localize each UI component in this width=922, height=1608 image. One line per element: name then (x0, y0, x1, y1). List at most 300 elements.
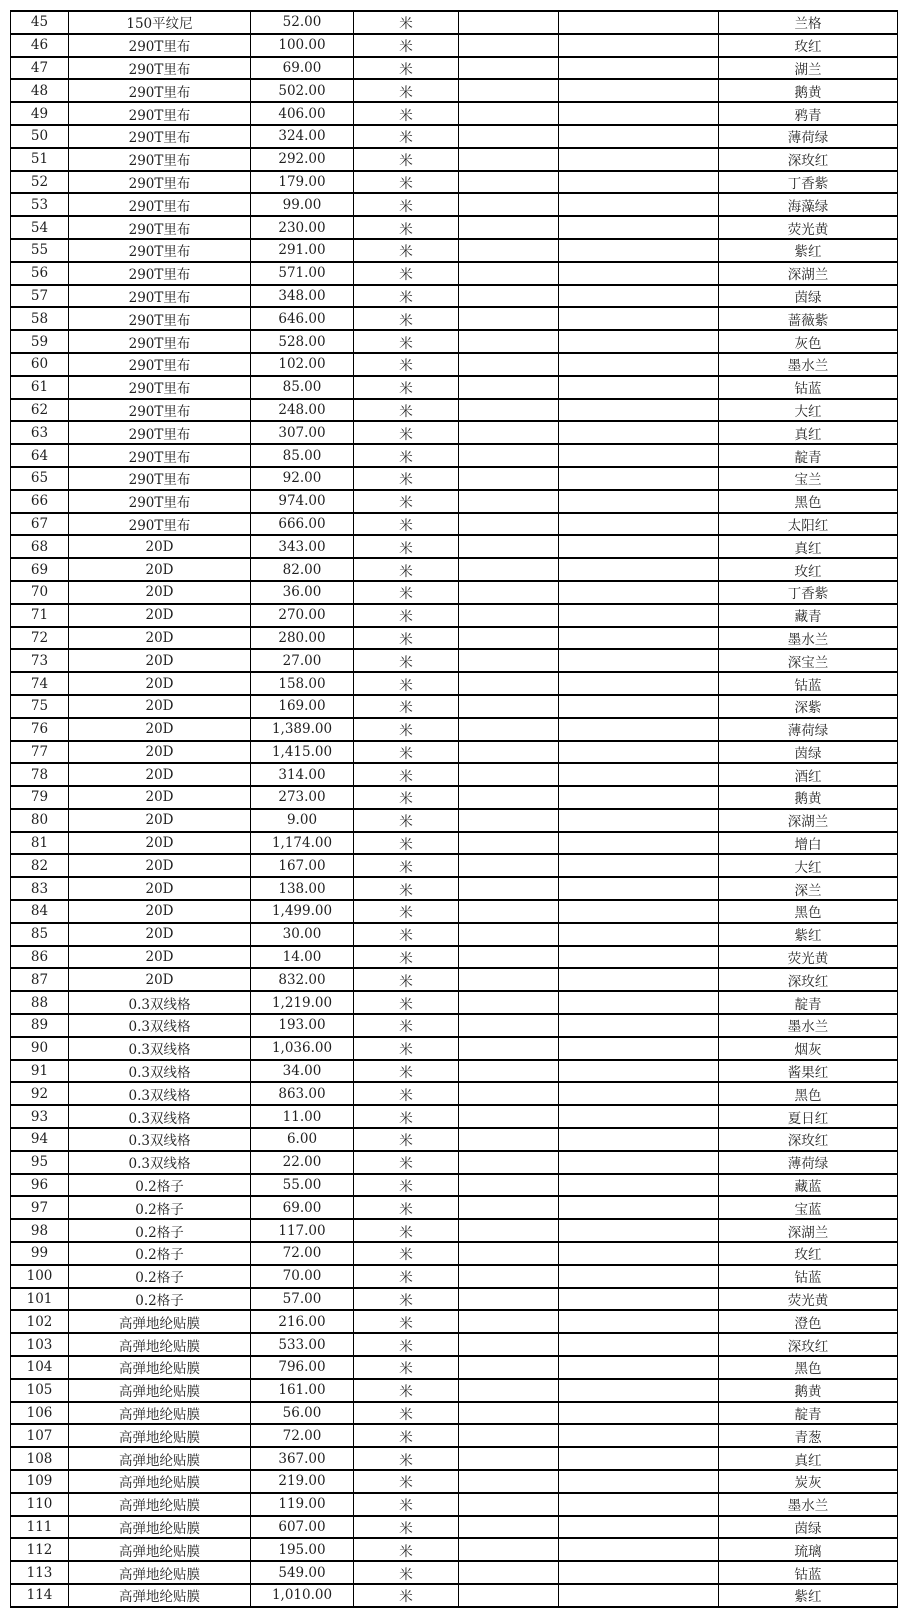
cell-name: 0.3双线格 (69, 1014, 251, 1037)
cell-name: 高弹地纶贴膜 (69, 1470, 251, 1493)
cell-color: 薄荷绿 (719, 718, 898, 741)
cell-index: 89 (11, 1014, 69, 1037)
cell-color: 靛青 (719, 1402, 898, 1425)
cell-name: 0.3双线格 (69, 1060, 251, 1083)
cell-blank1 (459, 695, 559, 718)
cell-blank2 (559, 1584, 719, 1607)
cell-blank2 (559, 558, 719, 581)
cell-unit: 米 (354, 832, 459, 855)
cell-blank2 (559, 581, 719, 604)
cell-unit: 米 (354, 490, 459, 513)
cell-color: 荧光黄 (719, 946, 898, 969)
cell-blank1 (459, 1424, 559, 1447)
cell-blank1 (459, 1538, 559, 1561)
cell-color: 琉璃 (719, 1538, 898, 1561)
cell-name: 20D (69, 923, 251, 946)
table-row (11, 330, 898, 353)
cell-color: 澄色 (719, 1310, 898, 1333)
cell-quantity: 11.00 (251, 1105, 354, 1128)
table-row (11, 1174, 898, 1197)
cell-blank1 (459, 353, 559, 376)
cell-name: 20D (69, 741, 251, 764)
cell-blank2 (559, 513, 719, 536)
cell-index: 75 (11, 695, 69, 718)
cell-unit: 米 (354, 672, 459, 695)
cell-unit: 米 (354, 991, 459, 1014)
cell-blank1 (459, 102, 559, 125)
table-row (11, 239, 898, 262)
cell-index: 77 (11, 741, 69, 764)
cell-blank2 (559, 216, 719, 239)
cell-blank1 (459, 1584, 559, 1607)
cell-color: 丁香紫 (719, 581, 898, 604)
cell-blank1 (459, 330, 559, 353)
inventory-table (10, 10, 898, 1608)
cell-quantity: 193.00 (251, 1014, 354, 1037)
cell-name: 290T里布 (69, 444, 251, 467)
cell-blank1 (459, 421, 559, 444)
cell-blank2 (559, 1151, 719, 1174)
cell-quantity: 307.00 (251, 421, 354, 444)
cell-index: 82 (11, 854, 69, 877)
table-row (11, 1014, 898, 1037)
cell-unit: 米 (354, 1105, 459, 1128)
cell-quantity: 72.00 (251, 1242, 354, 1265)
cell-index: 93 (11, 1105, 69, 1128)
cell-blank2 (559, 330, 719, 353)
cell-name: 0.3双线格 (69, 1037, 251, 1060)
table-row (11, 102, 898, 125)
cell-blank2 (559, 1493, 719, 1516)
cell-blank1 (459, 262, 559, 285)
cell-color: 荧光黄 (719, 1288, 898, 1311)
table-row (11, 1538, 898, 1561)
cell-unit: 米 (354, 1265, 459, 1288)
cell-blank1 (459, 968, 559, 991)
cell-quantity: 99.00 (251, 193, 354, 216)
cell-blank1 (459, 11, 559, 34)
cell-unit: 米 (354, 1014, 459, 1037)
cell-blank2 (559, 1196, 719, 1219)
cell-name: 高弹地纶贴膜 (69, 1379, 251, 1402)
cell-blank1 (459, 1493, 559, 1516)
cell-quantity: 1,036.00 (251, 1037, 354, 1060)
table-row (11, 34, 898, 57)
cell-quantity: 70.00 (251, 1265, 354, 1288)
table-row (11, 57, 898, 80)
cell-blank2 (559, 1219, 719, 1242)
cell-quantity: 273.00 (251, 786, 354, 809)
cell-name: 0.3双线格 (69, 1105, 251, 1128)
cell-blank2 (559, 877, 719, 900)
cell-blank2 (559, 1082, 719, 1105)
cell-color: 钴蓝 (719, 376, 898, 399)
cell-blank1 (459, 877, 559, 900)
cell-quantity: 863.00 (251, 1082, 354, 1105)
cell-name: 高弹地纶贴膜 (69, 1424, 251, 1447)
cell-name: 高弹地纶贴膜 (69, 1333, 251, 1356)
cell-name: 0.2格子 (69, 1174, 251, 1197)
cell-blank2 (559, 125, 719, 148)
cell-index: 66 (11, 490, 69, 513)
cell-blank2 (559, 490, 719, 513)
table-row (11, 1082, 898, 1105)
table-row (11, 1379, 898, 1402)
cell-name: 0.2格子 (69, 1265, 251, 1288)
cell-unit: 米 (354, 1174, 459, 1197)
cell-name: 290T里布 (69, 399, 251, 422)
cell-unit: 米 (354, 535, 459, 558)
cell-quantity: 195.00 (251, 1538, 354, 1561)
cell-quantity: 82.00 (251, 558, 354, 581)
table-row (11, 307, 898, 330)
cell-index: 108 (11, 1447, 69, 1470)
cell-blank2 (559, 1470, 719, 1493)
cell-unit: 米 (354, 558, 459, 581)
cell-blank2 (559, 262, 719, 285)
cell-name: 20D (69, 604, 251, 627)
table-row (11, 262, 898, 285)
cell-color: 黑色 (719, 1082, 898, 1105)
cell-color: 蔷薇紫 (719, 307, 898, 330)
cell-color: 真红 (719, 421, 898, 444)
cell-quantity: 69.00 (251, 57, 354, 80)
cell-name: 290T里布 (69, 262, 251, 285)
cell-color: 湖兰 (719, 57, 898, 80)
cell-blank2 (559, 148, 719, 171)
cell-unit: 米 (354, 763, 459, 786)
table-row (11, 763, 898, 786)
cell-blank2 (559, 1060, 719, 1083)
cell-blank2 (559, 34, 719, 57)
cell-index: 54 (11, 216, 69, 239)
cell-color: 茵绿 (719, 285, 898, 308)
cell-color: 太阳红 (719, 513, 898, 536)
cell-unit: 米 (354, 1402, 459, 1425)
cell-blank2 (559, 718, 719, 741)
cell-quantity: 1,010.00 (251, 1584, 354, 1607)
cell-color: 茵绿 (719, 741, 898, 764)
cell-unit: 米 (354, 34, 459, 57)
cell-quantity: 248.00 (251, 399, 354, 422)
cell-unit: 米 (354, 695, 459, 718)
cell-quantity: 974.00 (251, 490, 354, 513)
cell-blank2 (559, 1516, 719, 1539)
cell-unit: 米 (354, 171, 459, 194)
cell-quantity: 291.00 (251, 239, 354, 262)
cell-color: 深湖兰 (719, 809, 898, 832)
cell-blank1 (459, 1356, 559, 1379)
cell-unit: 米 (354, 1493, 459, 1516)
cell-color: 深玫红 (719, 1333, 898, 1356)
cell-color: 玫红 (719, 558, 898, 581)
cell-unit: 米 (354, 148, 459, 171)
cell-unit: 米 (354, 946, 459, 969)
cell-blank2 (559, 171, 719, 194)
cell-blank1 (459, 535, 559, 558)
cell-unit: 米 (354, 1151, 459, 1174)
cell-blank2 (559, 672, 719, 695)
cell-blank2 (559, 444, 719, 467)
cell-unit: 米 (354, 376, 459, 399)
cell-index: 96 (11, 1174, 69, 1197)
cell-quantity: 36.00 (251, 581, 354, 604)
cell-blank1 (459, 216, 559, 239)
cell-blank1 (459, 1333, 559, 1356)
cell-unit: 米 (354, 467, 459, 490)
cell-color: 大红 (719, 399, 898, 422)
cell-blank1 (459, 57, 559, 80)
cell-name: 290T里布 (69, 285, 251, 308)
cell-index: 91 (11, 1060, 69, 1083)
cell-quantity: 30.00 (251, 923, 354, 946)
cell-name: 20D (69, 718, 251, 741)
table-row (11, 1037, 898, 1060)
cell-blank1 (459, 718, 559, 741)
cell-unit: 米 (354, 353, 459, 376)
cell-blank1 (459, 741, 559, 764)
cell-blank1 (459, 604, 559, 627)
cell-name: 290T里布 (69, 125, 251, 148)
cell-blank2 (559, 1424, 719, 1447)
cell-blank1 (459, 1288, 559, 1311)
cell-unit: 米 (354, 79, 459, 102)
cell-color: 薄荷绿 (719, 1151, 898, 1174)
cell-index: 107 (11, 1424, 69, 1447)
cell-index: 76 (11, 718, 69, 741)
cell-quantity: 167.00 (251, 854, 354, 877)
cell-blank1 (459, 307, 559, 330)
cell-quantity: 169.00 (251, 695, 354, 718)
cell-blank1 (459, 148, 559, 171)
cell-unit: 米 (354, 741, 459, 764)
cell-index: 106 (11, 1402, 69, 1425)
cell-name: 20D (69, 854, 251, 877)
cell-blank2 (559, 1265, 719, 1288)
cell-index: 78 (11, 763, 69, 786)
cell-unit: 米 (354, 581, 459, 604)
cell-blank1 (459, 1242, 559, 1265)
cell-unit: 米 (354, 1037, 459, 1060)
table-row (11, 1128, 898, 1151)
cell-blank1 (459, 1060, 559, 1083)
table-row (11, 786, 898, 809)
cell-blank1 (459, 490, 559, 513)
cell-blank2 (559, 991, 719, 1014)
cell-unit: 米 (354, 1128, 459, 1151)
cell-quantity: 102.00 (251, 353, 354, 376)
table-row (11, 1516, 898, 1539)
cell-unit: 米 (354, 216, 459, 239)
cell-quantity: 646.00 (251, 307, 354, 330)
cell-color: 灰色 (719, 330, 898, 353)
cell-index: 110 (11, 1493, 69, 1516)
cell-unit: 米 (354, 1310, 459, 1333)
cell-color: 深湖兰 (719, 262, 898, 285)
cell-index: 70 (11, 581, 69, 604)
cell-blank2 (559, 1561, 719, 1584)
cell-index: 94 (11, 1128, 69, 1151)
cell-blank2 (559, 1037, 719, 1060)
cell-blank1 (459, 900, 559, 923)
cell-index: 52 (11, 171, 69, 194)
cell-name: 20D (69, 672, 251, 695)
cell-quantity: 138.00 (251, 877, 354, 900)
cell-blank1 (459, 285, 559, 308)
cell-color: 钴蓝 (719, 1265, 898, 1288)
cell-blank1 (459, 854, 559, 877)
table-row (11, 1151, 898, 1174)
cell-name: 0.3双线格 (69, 991, 251, 1014)
cell-color: 靛青 (719, 991, 898, 1014)
cell-quantity: 796.00 (251, 1356, 354, 1379)
cell-name: 高弹地纶贴膜 (69, 1493, 251, 1516)
cell-color: 酒红 (719, 763, 898, 786)
cell-index: 73 (11, 649, 69, 672)
cell-name: 290T里布 (69, 171, 251, 194)
cell-color: 烟灰 (719, 1037, 898, 1060)
cell-color: 钴蓝 (719, 672, 898, 695)
cell-unit: 米 (354, 854, 459, 877)
table-row (11, 741, 898, 764)
cell-blank2 (559, 1447, 719, 1470)
cell-index: 105 (11, 1379, 69, 1402)
table-row (11, 1242, 898, 1265)
cell-color: 荧光黄 (719, 216, 898, 239)
cell-unit: 米 (354, 125, 459, 148)
cell-name: 20D (69, 535, 251, 558)
cell-unit: 米 (354, 786, 459, 809)
table-row (11, 467, 898, 490)
cell-index: 85 (11, 923, 69, 946)
cell-blank2 (559, 763, 719, 786)
table-row (11, 1356, 898, 1379)
cell-name: 0.2格子 (69, 1288, 251, 1311)
cell-name: 20D (69, 763, 251, 786)
table-row (11, 581, 898, 604)
cell-name: 20D (69, 786, 251, 809)
cell-blank2 (559, 535, 719, 558)
cell-quantity: 158.00 (251, 672, 354, 695)
cell-color: 黑色 (719, 490, 898, 513)
cell-index: 59 (11, 330, 69, 353)
cell-name: 高弹地纶贴膜 (69, 1447, 251, 1470)
cell-index: 56 (11, 262, 69, 285)
cell-index: 63 (11, 421, 69, 444)
cell-quantity: 502.00 (251, 79, 354, 102)
table-row (11, 718, 898, 741)
cell-color: 深玫红 (719, 1128, 898, 1151)
cell-blank1 (459, 193, 559, 216)
cell-quantity: 85.00 (251, 376, 354, 399)
cell-index: 84 (11, 900, 69, 923)
table-row (11, 991, 898, 1014)
table-row (11, 695, 898, 718)
cell-blank2 (559, 239, 719, 262)
inventory-table-body (11, 11, 898, 1607)
cell-name: 150平纹尼 (69, 11, 251, 34)
cell-blank1 (459, 1447, 559, 1470)
cell-blank1 (459, 1470, 559, 1493)
cell-quantity: 832.00 (251, 968, 354, 991)
cell-index: 112 (11, 1538, 69, 1561)
cell-blank2 (559, 900, 719, 923)
cell-color: 真红 (719, 1447, 898, 1470)
cell-unit: 米 (354, 399, 459, 422)
cell-unit: 米 (354, 604, 459, 627)
cell-blank2 (559, 11, 719, 34)
cell-blank1 (459, 444, 559, 467)
cell-color: 深兰 (719, 877, 898, 900)
table-row (11, 1105, 898, 1128)
cell-name: 290T里布 (69, 467, 251, 490)
cell-unit: 米 (354, 649, 459, 672)
cell-unit: 米 (354, 285, 459, 308)
cell-quantity: 406.00 (251, 102, 354, 125)
cell-color: 钴蓝 (719, 1561, 898, 1584)
cell-quantity: 1,389.00 (251, 718, 354, 741)
cell-unit: 米 (354, 1196, 459, 1219)
cell-name: 290T里布 (69, 57, 251, 80)
cell-color: 紫红 (719, 1584, 898, 1607)
table-row (11, 1584, 898, 1607)
cell-unit: 米 (354, 718, 459, 741)
cell-blank1 (459, 34, 559, 57)
cell-name: 20D (69, 649, 251, 672)
cell-index: 102 (11, 1310, 69, 1333)
table-row (11, 1470, 898, 1493)
cell-name: 20D (69, 900, 251, 923)
cell-name: 20D (69, 809, 251, 832)
cell-quantity: 367.00 (251, 1447, 354, 1470)
cell-blank2 (559, 1402, 719, 1425)
table-row (11, 854, 898, 877)
table-row (11, 1424, 898, 1447)
table-row (11, 558, 898, 581)
table-row (11, 399, 898, 422)
cell-blank2 (559, 102, 719, 125)
cell-unit: 米 (354, 1538, 459, 1561)
cell-unit: 米 (354, 1219, 459, 1242)
table-row (11, 1310, 898, 1333)
table-row (11, 148, 898, 171)
cell-color: 玫红 (719, 34, 898, 57)
table-row (11, 171, 898, 194)
cell-index: 69 (11, 558, 69, 581)
cell-quantity: 1,219.00 (251, 991, 354, 1014)
cell-color: 藏蓝 (719, 1174, 898, 1197)
cell-color: 炭灰 (719, 1470, 898, 1493)
cell-color: 鹅黄 (719, 1379, 898, 1402)
cell-index: 74 (11, 672, 69, 695)
cell-color: 茵绿 (719, 1516, 898, 1539)
table-row (11, 649, 898, 672)
cell-index: 45 (11, 11, 69, 34)
cell-name: 0.2格子 (69, 1196, 251, 1219)
cell-index: 90 (11, 1037, 69, 1060)
cell-unit: 米 (354, 1424, 459, 1447)
cell-blank1 (459, 1014, 559, 1037)
cell-name: 20D (69, 946, 251, 969)
cell-color: 增白 (719, 832, 898, 855)
cell-unit: 米 (354, 102, 459, 125)
cell-quantity: 179.00 (251, 171, 354, 194)
cell-index: 88 (11, 991, 69, 1014)
cell-color: 黑色 (719, 900, 898, 923)
cell-index: 79 (11, 786, 69, 809)
cell-blank1 (459, 125, 559, 148)
cell-index: 58 (11, 307, 69, 330)
